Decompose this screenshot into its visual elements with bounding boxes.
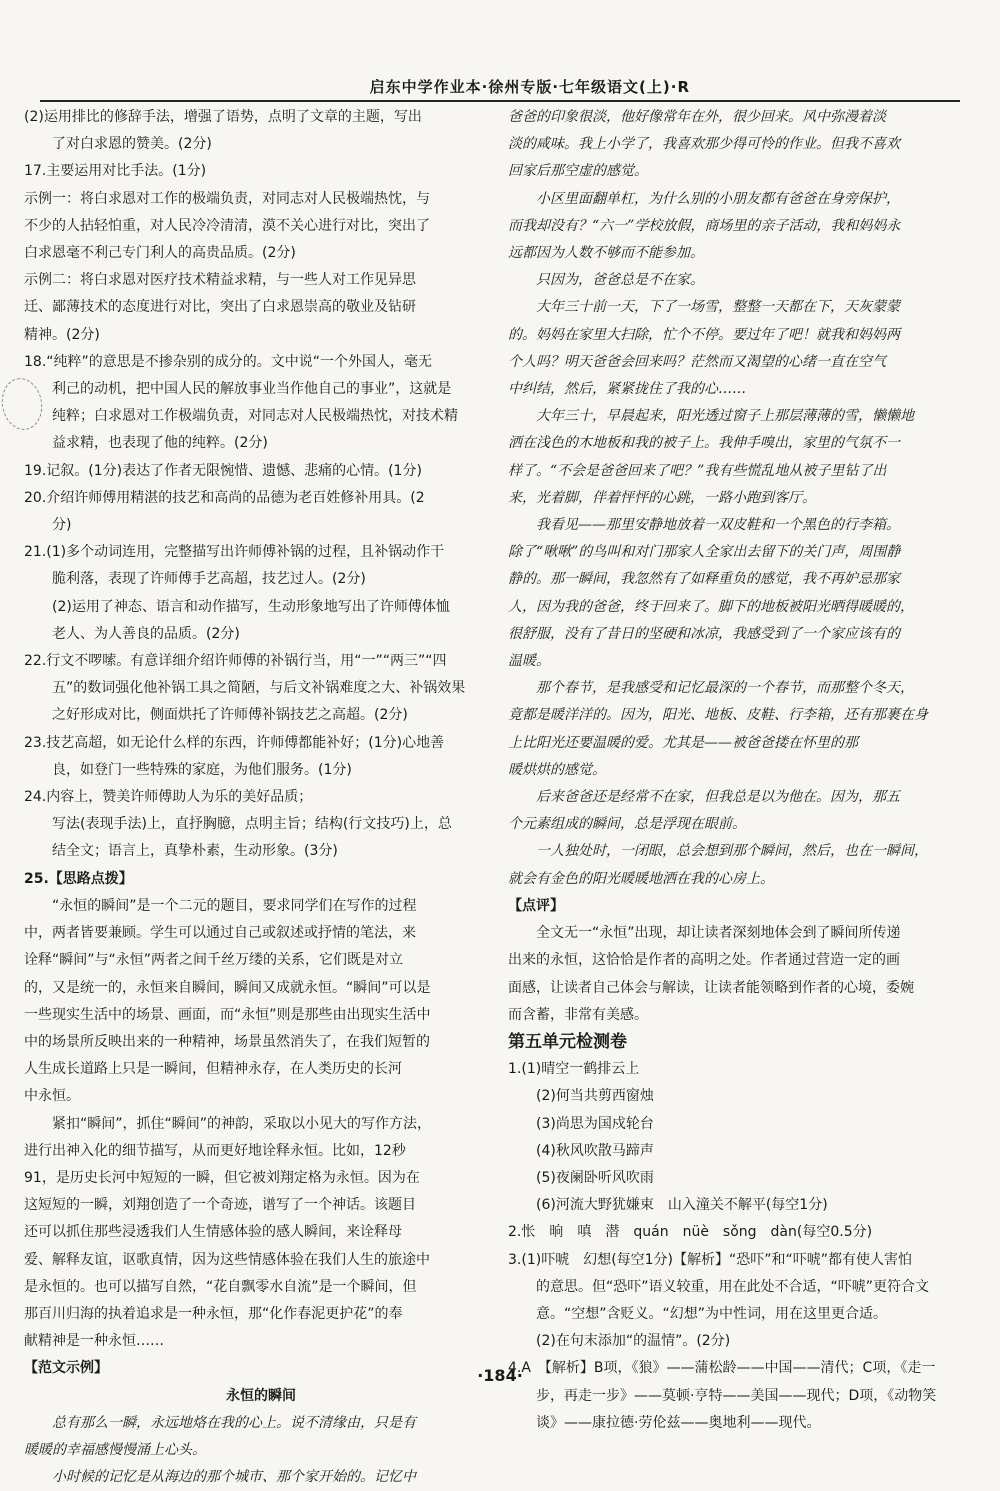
right-column-line: 爸爸的印象很淡，他好像常年在外，很少回来。风中弥漫着淡: [508, 109, 886, 125]
left-column-line: 91，是历史长河中短短的一瞬，但它被刘翔定格为永恒。因为在: [24, 1169, 420, 1186]
left-column-line: 脆利落，表现了许师傅手艺高超，技艺过人。(2分): [52, 571, 366, 588]
right-column-line: (4)秋风吹散马蹄声: [536, 1142, 654, 1159]
left-column-line: 总有那么一瞬，永远地烙在我的心上。说不清缘由，只是有: [52, 1414, 416, 1431]
left-column-line: 献精神是一种永恒……: [24, 1333, 164, 1350]
left-column-line: 分): [52, 517, 72, 534]
left-column-line: 这短短的一瞬，刘翔创造了一个奇迹，谱写了一个神话。该题目: [24, 1197, 416, 1214]
right-column-line: 我看见——那里安静地放着一双皮鞋和一个黑色的行李箱。: [536, 517, 900, 534]
left-column-line: 人生成长道路上只是一瞬间，但精神永存，在人类历史的长河: [24, 1061, 402, 1078]
left-column-line: 小时候的记忆是从海边的那个城市、那个家开始的。记忆中: [52, 1469, 416, 1486]
header-title: 启东中学作业本·徐州专版·七年级语文(上)·R: [369, 78, 690, 96]
left-column-line: 是永恒的。也可以描写自然，“花自飘零水自流”是一个瞬间，但: [24, 1278, 417, 1295]
left-column: [24, 104, 498, 1491]
right-column-line: 那个春节，是我感受和记忆最深的一个春节，而那整个冬天，: [536, 680, 914, 697]
right-column-line: 面感，让读者自己体会与解读，让读者能领略到作者的心境，委婉: [508, 979, 914, 996]
left-column-line: 良，如登门一些特殊的家庭，为他们服务。(1分): [52, 761, 352, 778]
left-column-line: (2)运用排比的修辞手法，增强了语势，点明了文章的主题，写出: [24, 109, 422, 125]
left-column-line: 精神。(2分): [24, 326, 100, 343]
page-number: ·184·: [477, 1366, 523, 1385]
left-column-line: 结全文；语言上，真挚朴素，生动形象。(3分): [52, 843, 338, 860]
left-column-line: 17.主要运用对比手法。(1分): [24, 163, 207, 180]
left-column-line: 25.【思路点拨】: [24, 870, 133, 887]
right-column-line: 步，再走一步》——莫顿·亨特——美国——现代；D项，《动物笑: [536, 1387, 937, 1404]
left-column-line: 一些现实生活中的场景、画面，而“永恒”则是那些由出现实生活中: [24, 1006, 431, 1023]
left-column-line: 18.“纯粹”的意思是不掺杂别的成分的。文中说“一个外国人，毫无: [24, 353, 433, 370]
left-column-line: 了对白求恩的赞美。(2分): [52, 136, 212, 153]
left-column-line: 迁、鄙薄技术的态度进行对比，突出了白求恩崇高的敬业及钻研: [24, 299, 416, 316]
left-column-line: 老人、为人善良的品质。(2分): [52, 625, 240, 642]
right-column-line: 很舒服，没有了昔日的坚硬和冰凉，我感受到了一个家应该有的: [508, 625, 900, 642]
right-column-line: (2)何当共剪西窗烛: [536, 1088, 654, 1105]
left-column-line: 中，两者皆要兼顾。学生可以通过自己或叙述或抒情的笔法，来: [24, 925, 416, 942]
right-column-line: 后来爸爸还是经常不在家，但我总是以为他在。因为，那五: [536, 789, 900, 806]
left-column-line: 24.内容上，赞美许师傅助人为乐的美好品质；: [24, 789, 313, 806]
right-column-line: 人，因为我的爸爸，终于回来了。脚下的地板被阳光晒得暖暖的，: [508, 598, 914, 615]
left-column-line: (2)运用了神态、语言和动作描写，生动形象地写出了许师傅体恤: [52, 598, 450, 615]
right-column-line: (6)河流大野犹嫌束 山入潼关不解平(每空1分): [536, 1197, 828, 1214]
right-column-line: 小区里面翻单杠，为什么别的小朋友都有爸爸在身旁保护，: [536, 190, 900, 207]
right-column-line: 洒在浅色的木地板和我的被子上。我伸手嗅出，家里的气氛不一: [508, 435, 900, 452]
right-column-line: 来，光着脚，伴着怦怦的心跳，一路小跑到客厅。: [508, 489, 816, 506]
right-column: [508, 104, 978, 1437]
right-column-line: 竟都是暖洋洋的。因为，阳光、地板、皮鞋、行李箱，还有那裹在身: [508, 707, 928, 724]
right-column-line: (3)尚思为国戍轮台: [536, 1115, 654, 1132]
left-column-line: 还可以抓住那些浸透我们人生情感体验的感人瞬间，来诠释母: [24, 1224, 402, 1241]
left-column-line: 紧扣“瞬间”，抓住“瞬间”的神韵，采取以小见大的写作方法，: [52, 1115, 432, 1132]
left-column-line: 示例二：将白求恩对医疗技术精益求精，与一些人对工作见异思: [24, 272, 416, 289]
left-column-line: 22.行文不啰嗦。有意详细介绍许师傅的补锅行当，用“一”“两三”“四: [24, 653, 447, 670]
right-column-line: 淡的咸味。我上小学了，我喜欢那少得可怜的作业。但我不喜欢: [508, 136, 900, 153]
left-column-line: 爱、解释友谊，讴歌真情，因为这些情感体验在我们人生的旅途中: [24, 1251, 430, 1268]
left-column-line: 【范文示例】: [24, 1360, 108, 1377]
right-column-line: 3.(1)吓唬 幻想(每空1分)【解析】“恐吓”和“吓唬”都有使人害怕: [508, 1251, 913, 1268]
left-column-line: 19.记叙。(1分)表达了作者无限惋惜、遗憾、悲痛的心情。(1分): [24, 462, 422, 479]
right-column-line: 大年三十，早晨起来，阳光透过窗子上那层薄薄的雪，懒懒地: [536, 408, 914, 425]
left-column-line: 进行出神入化的细节描写，从而更好地诠释永恒。比如，12秒: [24, 1142, 406, 1159]
left-column-line: 写法(表现手法)上，直抒胸臆，点明主旨；结构(行文技巧)上，总: [52, 816, 452, 833]
left-column-line: 示例一：将白求恩对工作的极端负责，对同志对人民极端热忱，与: [24, 190, 430, 207]
right-column-line: 1.(1)晴空一鹤排云上: [508, 1061, 640, 1078]
right-column-line: 2.怅 晌 嗔 潜 quán nüè sǒng dàn(每空0.5分): [508, 1224, 873, 1241]
left-column-line: 益求精，也表现了他的纯粹。(2分): [52, 435, 268, 452]
right-column-line: 暖烘烘的感觉。: [508, 761, 606, 778]
left-column-line: 21.(1)多个动词连用，完整描写出许师傅补锅的过程，且补锅动作干: [24, 544, 445, 561]
left-column-line: 那百川归海的执着追求是一种永恒，那“化作春泥更护花”的奉: [24, 1305, 403, 1322]
left-column-line: 暖暖的幸福感慢慢涌上心头。: [24, 1441, 206, 1458]
right-column-line: 个人吗？明天爸爸会回来吗？茫然而又渴望的心绪一直在空气: [508, 353, 886, 370]
left-column-line: 中的场景所反映出来的一种精神，场景虽然消失了，在我们短暂的: [24, 1033, 430, 1050]
right-column-line: 样了。“不会是爸爸回来了吧？”我有些慌乱地从被子里钻了出: [508, 462, 887, 479]
right-column-line: 就会有金色的阳光暖暖地洒在我的心房上。: [508, 870, 774, 887]
left-column-line: 纯粹；白求恩对工作极端负责，对同志对人民极端热忱，对技术精: [52, 408, 458, 425]
right-column-line: 而含蓄，非常有美感。: [508, 1006, 648, 1023]
left-column-line: 之好形成对比，侧面烘托了许师傅补锅技艺之高超。(2分): [52, 707, 408, 724]
right-column-line: 一人独处时，一闭眼，总会想到那个瞬间，然后，也在一瞬间，: [536, 843, 928, 860]
left-column-line: 利己的动机，把中国人民的解放事业当作他自己的事业”，这就是: [52, 381, 452, 398]
left-column-line: 五”的数词强化他补锅工具之简陋，与后文补锅难度之大、补锅效果: [52, 680, 466, 697]
right-column-line: 大年三十前一天，下了一场雪，整整一天都在下，天灰蒙蒙: [536, 299, 900, 316]
left-column-line: 白求恩毫不利己专门利人的高贵品质。(2分): [24, 245, 296, 262]
right-column-line: 的。妈妈在家里大扫除，忙个不停。要过年了吧！就我和妈妈两: [508, 326, 900, 343]
right-column-line: 谈》——康拉德·劳伦兹——奥地利——现代。: [536, 1414, 821, 1431]
right-column-line: (2)在句末添加“的温情”。(2分): [536, 1333, 731, 1350]
left-column-line: 20.介绍许师傅用精湛的技艺和高尚的品德为老百姓修补用具。(2: [24, 489, 425, 506]
right-column-line: 全文无一“永恒”出现，却让读者深刻地体会到了瞬间所传递: [536, 925, 901, 942]
right-column-line: 回家后那空虚的感觉。: [508, 163, 648, 180]
right-column-line: 静的。那一瞬间，我忽然有了如释重负的感觉，我不再妒忌那家: [508, 571, 900, 588]
right-column-line: 除了“啾啾”的鸟叫和对门那家人全家出去留下的关门声，周围静: [508, 544, 901, 561]
right-column-line: 上比阳光还要温暖的爱。尤其是——被爸爸搂在怀里的那: [508, 734, 858, 751]
left-column-line: 中永恒。: [24, 1088, 80, 1105]
right-column-line: 个元素组成的瞬间，总是浮现在眼前。: [508, 816, 746, 833]
right-column-line: 的意思。但“恐吓”语义较重，用在此处不合适，“吓唬”更符合文: [536, 1278, 930, 1295]
right-column-line: 只因为，爸爸总是不在家。: [536, 272, 704, 289]
right-column-line: (5)夜阑卧听风吹雨: [536, 1169, 654, 1186]
right-column-line: 【点评】: [508, 897, 564, 914]
left-column-line: 的，又是统一的，永恒来自瞬间，瞬间又成就永恒。“瞬间”可以是: [24, 979, 431, 996]
right-column-line: 4.A 【解析】B项，《狼》——蒲松龄——中国——清代；C项，《走一: [508, 1360, 936, 1377]
right-column-line: 远都因为人数不够而不能参加。: [508, 245, 704, 262]
right-column-line: 而我却没有？“六一”学校放假，商场里的亲子活动，我和妈妈永: [508, 217, 901, 234]
watermark-logo: [830, 1395, 980, 1455]
left-column-line: 不少的人拈轻怕重，对人民冷冷清清，漠不关心进行对比，突出了: [24, 217, 430, 234]
right-column-line: 第五单元检测卷: [508, 1031, 627, 1052]
left-column-line: 永恒的瞬间: [226, 1387, 296, 1404]
left-column-line: “永恒的瞬间”是一个二元的题目，要求同学们在写作的过程: [52, 897, 417, 914]
page-header: [40, 74, 960, 102]
right-column-line: 中纠结，然后，紧紧拢住了我的心……: [508, 381, 746, 398]
right-column-line: 出来的永恒，这恰恰是作者的高明之处。作者通过营造一定的画: [508, 952, 900, 969]
right-column-line: 温暖。: [508, 653, 550, 670]
left-column-line: 23.技艺高超，如无论什么样的东西，许师傅都能补好；(1分)心地善: [24, 734, 445, 751]
right-column-line: 意。“空想”含贬义。“幻想”为中性词，用在这里更合适。: [536, 1305, 888, 1322]
left-column-line: 诠释“瞬间”与“永恒”两者之间千丝万缕的关系，它们既是对立: [24, 952, 404, 969]
